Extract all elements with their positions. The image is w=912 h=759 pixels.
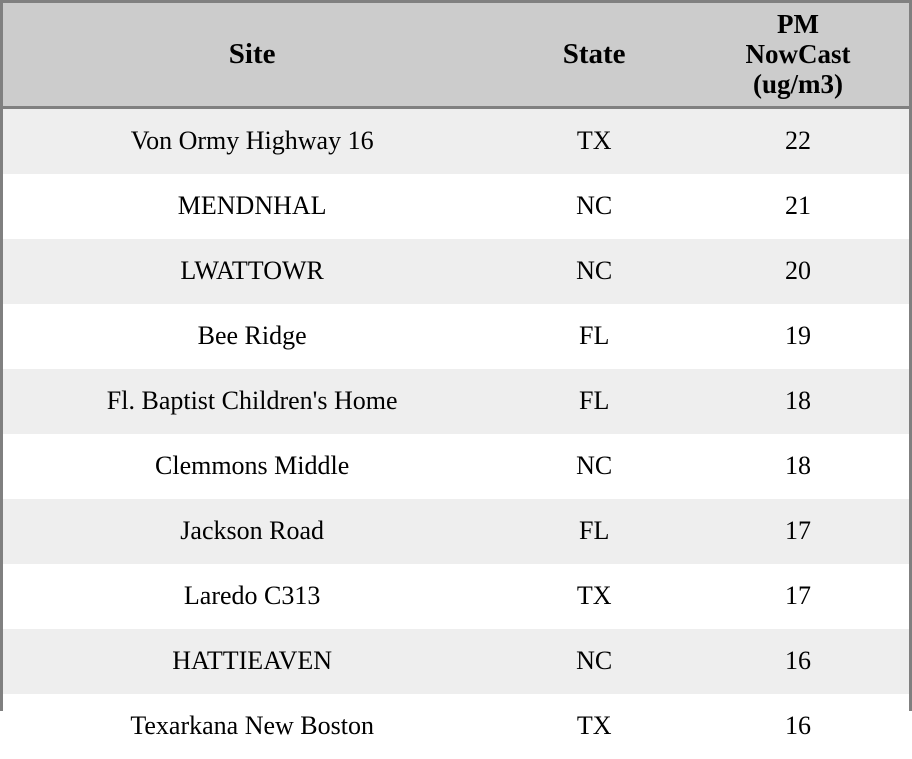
cell-value: 17 xyxy=(785,516,811,546)
table-row xyxy=(3,174,909,239)
cell-state: FL xyxy=(578,321,610,351)
cell-state: FL xyxy=(578,386,610,416)
table-row xyxy=(3,694,909,759)
cell-value: 16 xyxy=(785,711,811,741)
cell-state: FL xyxy=(578,516,610,546)
cell-value: 16 xyxy=(785,646,811,676)
cell-site: Bee Ridge xyxy=(197,321,307,351)
cell-value: 18 xyxy=(785,386,811,416)
cell-state: NC xyxy=(576,451,613,481)
column-header-pm-nowcast-line2: NowCast xyxy=(745,39,851,70)
cell-site: Laredo C313 xyxy=(183,581,321,611)
table-row xyxy=(3,107,909,174)
cell-value: 19 xyxy=(785,321,811,351)
cell-value: 17 xyxy=(785,581,811,611)
table-row xyxy=(3,304,909,369)
cell-state: TX xyxy=(576,126,612,156)
cell-value: 22 xyxy=(785,126,811,156)
cell-state: NC xyxy=(576,256,613,286)
cell-state: NC xyxy=(576,191,613,221)
table-row xyxy=(3,499,909,564)
cell-site: LWATTOWR xyxy=(180,256,324,286)
cell-site: MENDNHAL xyxy=(177,191,327,221)
cell-state: TX xyxy=(576,581,612,611)
table-header-row xyxy=(3,3,909,107)
cell-site: Clemmons Middle xyxy=(155,451,350,481)
cell-site: Von Ormy Highway 16 xyxy=(130,126,374,156)
pm-nowcast-table xyxy=(3,3,909,759)
cell-value: 21 xyxy=(785,191,811,221)
column-header-pm-nowcast-line3: (ug/m3) xyxy=(753,69,843,100)
table-header xyxy=(3,3,909,107)
column-header-state: State xyxy=(501,3,687,107)
cell-value: 20 xyxy=(785,256,811,286)
table-row xyxy=(3,369,909,434)
cell-site: Jackson Road xyxy=(180,516,324,546)
cell-state: TX xyxy=(576,711,612,741)
cell-value: 18 xyxy=(785,451,811,481)
cell-site: Texarkana New Boston xyxy=(130,711,374,741)
table-row xyxy=(3,564,909,629)
cell-site: Fl. Baptist Children's Home xyxy=(106,386,398,416)
cell-state: NC xyxy=(576,646,613,676)
column-header-pm-nowcast-line1: PM xyxy=(777,9,819,39)
table-row xyxy=(3,629,909,694)
table-row xyxy=(3,239,909,304)
table-row xyxy=(3,434,909,499)
cell-site: HATTIEAVEN xyxy=(172,646,333,676)
table-body xyxy=(3,107,909,759)
column-header-site: Site xyxy=(3,3,501,107)
column-header-pm-nowcast xyxy=(687,3,909,107)
